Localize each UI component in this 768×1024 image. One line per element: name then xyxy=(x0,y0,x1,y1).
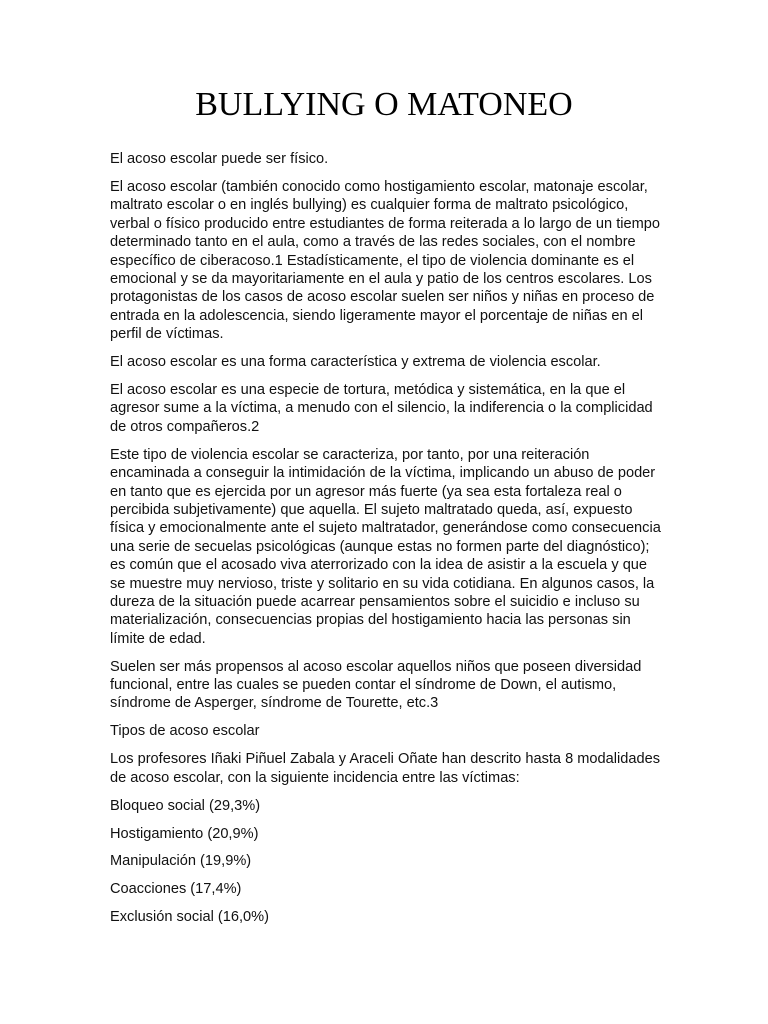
list-item-exclusion-social: Exclusión social (16,0%) xyxy=(110,909,269,926)
paragraph-torture: El acoso escolar es una especie de tortura, metódica y sistemática, en la que el agresor sume a la víctima, a menudo con el silencio, la indiferencia o la complicidad de otros compañeros.2 xyxy=(110,381,653,435)
paragraph-propensity: Suelen ser más propensos al acoso escolar aquellos niños que poseen diversidad funcional, entre las cuales se pueden contar el síndrome de Down, el autismo, síndrome de Asperger, síndrome de Tourette, etc.3 xyxy=(110,658,642,712)
document-title: BULLYING O MATONEO xyxy=(195,86,573,123)
paragraph-characteristics: Este tipo de violencia escolar se caracteriza, por tanto, por una reiteración encaminada a conseguir la intimidación de la víctima, implicando un abuso de poder en tanto que es ejercida por un agresor más fuerte (ya sea esta fortaleza real o percibida subjetivamente) que aquella. El sujeto maltratado queda, así, expuesto física y emocionalmente ante el sujeto maltratador, generándose como consecuencia una serie de secuelas psicológicas (aunque estas no formen parte del diagnóstico); es común que el acosado viva aterrorizado con la idea de asistir a la escuela y que se muestre muy nervioso, triste y solitario en su vida cotidiana. En algunos casos, la dureza de la situación puede acarrear pensamientos sobre el suicidio e incluso su materialización, consecuencias propias del hostigamiento hacia las personas sin límite de edad. xyxy=(110,446,661,647)
section-heading-types: Tipos de acoso escolar xyxy=(110,723,260,740)
list-item-bloqueo-social: Bloqueo social (29,3%) xyxy=(110,797,261,814)
paragraph-definition: El acoso escolar (también conocido como hostigamiento escolar, matonaje escolar, maltrato escolar o en inglés bullying) es cualquier forma de maltrato psicológico, verbal o físico producido entre estudiantes de forma reiterada a lo largo de un tiempo determinado tanto en el aula, como a través de las redes sociales, con el nombre específico de ciberacoso.1 Estadísticamente, el tipo de violencia dominante es el emocional y se da mayoritariamente en el aula y patio de los centros escolares. Los protagonistas de los casos de acoso escolar suelen ser niños y niñas en proceso de entrada en la adolescencia, siendo ligeramente mayor el porcentaje de niñas en el perfil de víctimas. xyxy=(110,178,661,343)
list-item-coacciones: Coacciones (17,4%) xyxy=(110,881,242,898)
list-item-manipulacion: Manipulación (19,9%) xyxy=(110,853,252,870)
paragraph-intro: El acoso escolar puede ser físico. xyxy=(110,151,329,167)
paragraph-violence-form: El acoso escolar es una forma característica y extrema de violencia escolar. xyxy=(110,354,601,371)
paragraph-modalities: Los profesores Iñaki Piñuel Zabala y Araceli Oñate han descrito hasta 8 modalidades de acoso escolar, con la siguiente incidencia entre las víctimas: xyxy=(110,751,661,786)
list-item-hostigamiento: Hostigamiento (20,9%) xyxy=(110,825,259,842)
document-body xyxy=(110,150,665,936)
